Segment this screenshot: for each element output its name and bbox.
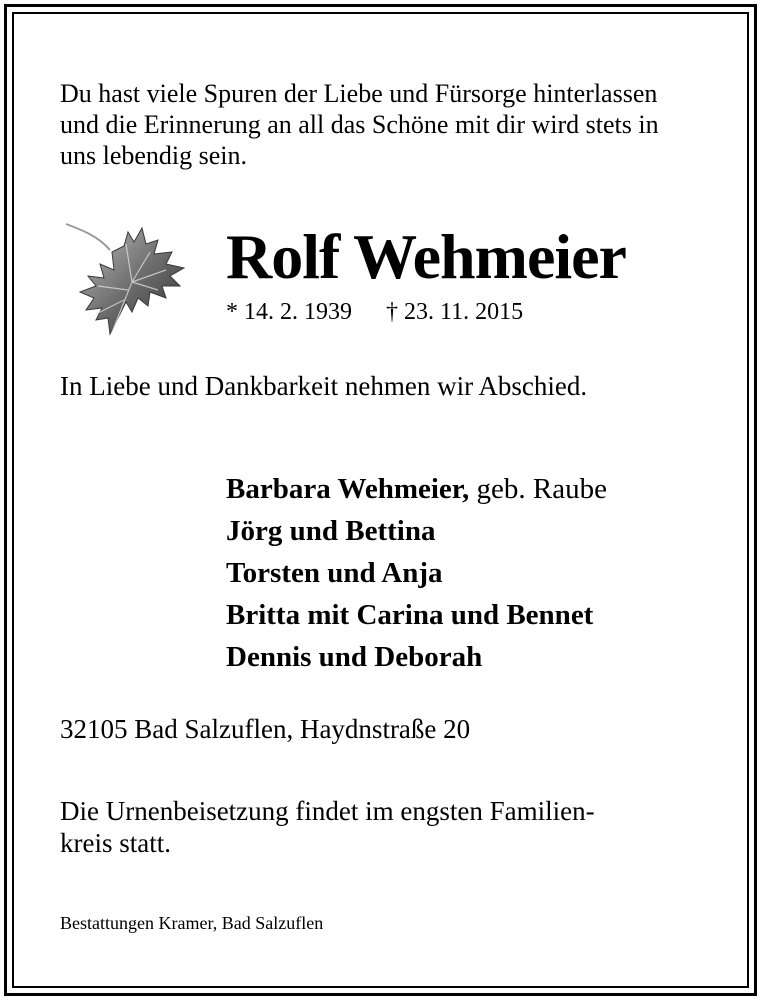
notice-line-2: kreis statt. [60,828,171,858]
mourner-row: Dennis und Deborah [226,641,483,673]
mourner-row: Britta mit Carina und Bennet [226,599,594,631]
mourner-maiden-name: geb. Raube [476,473,607,505]
memorial-verse [60,78,725,171]
mourner-name: Barbara Wehmeier, [226,473,470,505]
mourner-row: Torsten und Anja [226,557,443,589]
burial-notice [60,795,725,859]
mourner-row: Jörg und Bettina [226,515,436,547]
maple-leaf-icon [62,222,200,336]
birth-date: * 14. 2. 1939 [226,299,352,325]
notice-line-1: Die Urnenbeisetzung findet im engsten Familien- [60,796,595,826]
deceased-name: Rolf Wehmeier [226,221,626,292]
mourner-row [226,468,607,510]
verse-line-3: uns lebendig sein. [60,141,248,170]
mourners-list [226,468,607,678]
verse-line-2: und die Erinnerung an all das Schöne mit dir wird stets in [60,110,659,139]
life-dates [226,298,523,326]
farewell-text: In Liebe und Dankbarkeit nehmen wir Abschied. [60,371,588,401]
verse-line-1: Du hast viele Spuren der Liebe und Fürsorge hinterlassen [60,79,658,108]
death-date: † 23. 11. 2015 [386,299,524,325]
funeral-home: Bestattungen Kramer, Bad Salzuflen [60,913,324,933]
address: 32105 Bad Salzuflen, Haydnstraße 20 [60,714,471,744]
